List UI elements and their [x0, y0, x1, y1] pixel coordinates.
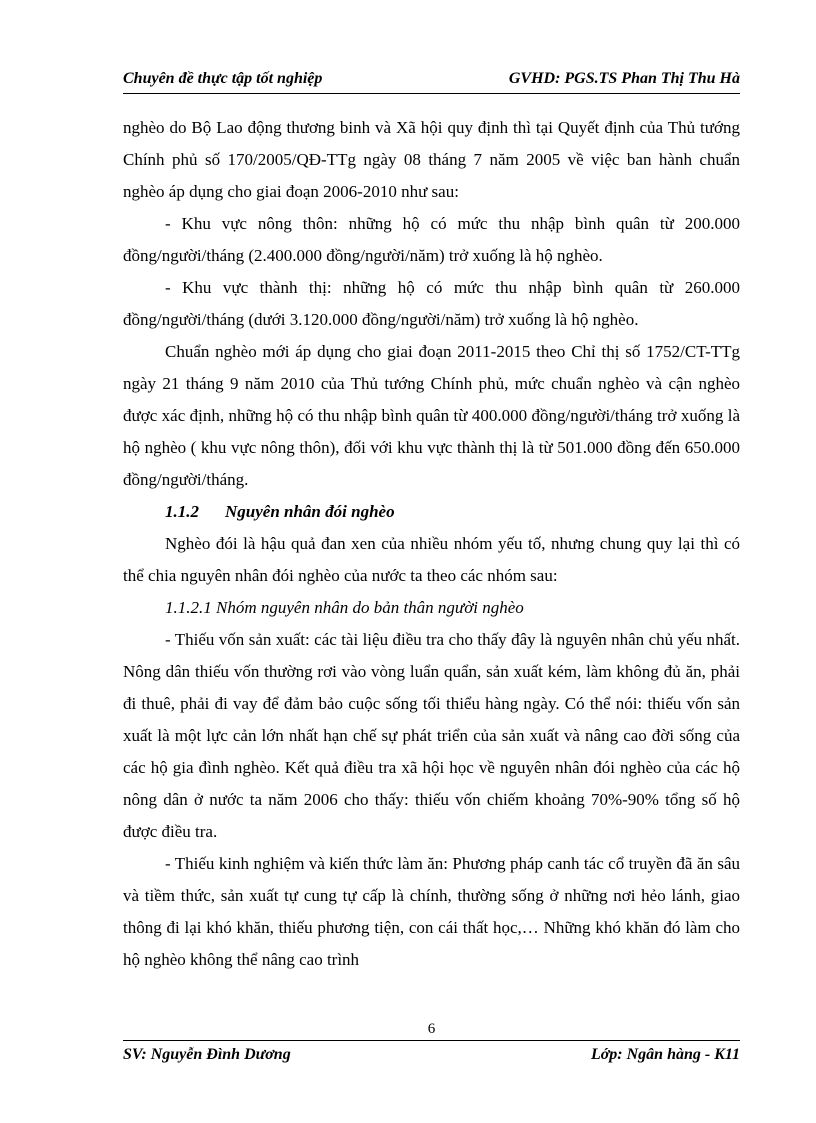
header-course-title: Chuyên đề thực tập tốt nghiệp — [123, 70, 323, 87]
footer-student-name: SV: Nguyễn Đình Dương — [123, 1046, 291, 1063]
page-header — [123, 70, 740, 94]
subsection-heading: 1.1.2.1 Nhóm nguyên nhân do bản thân người nghèo — [165, 598, 524, 617]
paragraph-rural-threshold: - Khu vực nông thôn: những hộ có mức thu nhập bình quân từ 200.000 đồng/người/tháng (2.400.000 đồng/người/năm) trở xuống là hộ nghèo. — [123, 214, 740, 265]
document-body — [123, 112, 740, 976]
paragraph-lack-of-experience: - Thiếu kinh nghiệm và kiến thức làm ăn: Phương pháp canh tác cổ truyền đã ăn sâu và tiềm thức, sản xuất tự cung tự cấp là chính, thường sống ở những nơi hẻo lánh, giao thông đi lại khó khăn, thiếu phương tiện, con cái thất học,… Những khó khăn đó làm cho hộ nghèo không thể nâng cao trình — [123, 854, 740, 969]
paragraph-continuation: nghèo do Bộ Lao động thương binh và Xã hội quy định thì tại Quyết định của Thủ tướng Chính phủ số 170/2005/QĐ-TTg ngày 08 tháng 7 năm 2005 về việc ban hành chuẩn nghèo áp dụng cho giai đoạn 2006-2010 như sau: — [123, 118, 740, 201]
footer-class-name: Lớp: Ngân hàng - K11 — [590, 1046, 740, 1063]
footer-rule-row — [123, 1040, 740, 1064]
section-heading-number: 1.1.2 — [165, 502, 199, 521]
paragraph-new-standard: Chuẩn nghèo mới áp dụng cho giai đoạn 2011-2015 theo Chỉ thị số 1752/CT-TTg ngày 21 tháng 9 năm 2010 của Thủ tướng Chính phủ, mức chuẩn nghèo và cận nghèo được xác định, những hộ có thu nhập bình quân từ 400.000 đồng/người/tháng trở xuống là hộ nghèo ( khu vực nông thôn), đối với khu vực thành thị là từ 501.000 đồng đến 650.000 đồng/người/tháng. — [123, 342, 740, 489]
header-supervisor: GVHD: PGS.TS Phan Thị Thu Hà — [508, 70, 740, 87]
section-heading — [123, 496, 740, 528]
section-heading-title: Nguyên nhân đói nghèo — [225, 502, 395, 521]
paragraph-urban-threshold: - Khu vực thành thị: những hộ có mức thu nhập bình quân từ 260.000 đồng/người/tháng (dưới 3.120.000 đồng/người/năm) trở xuống là hộ nghèo. — [123, 278, 740, 329]
paragraph-causes-intro: Nghèo đói là hậu quả đan xen của nhiều nhóm yếu tố, nhưng chung quy lại thì có thể chia nguyên nhân đói nghèo của nước ta theo các nhóm sau: — [123, 534, 740, 585]
page-footer — [123, 1018, 740, 1064]
page-number: 6 — [427, 1021, 436, 1037]
paragraph-lack-of-capital: - Thiếu vốn sản xuất: các tài liệu điều tra cho thấy đây là nguyên nhân chủ yếu nhất. Nông dân thiếu vốn thường rơi vào vòng luẩn quẩn, sản xuất kém, làm không đủ ăn, phải đi thuê, phải đi vay để đảm bảo cuộc sống tối thiểu hàng ngày. Có thể nói: thiếu vốn sản xuất là một lực cản lớn nhất hạn chế sự phát triển của sản xuất và nâng cao đời sống của các hộ gia đình nghèo. Kết quả điều tra xã hội học về nguyên nhân đói nghèo của các hộ nông dân ở nước ta năm 2006 cho thấy: thiếu vốn chiếm khoảng 70%-90% tổng số hộ được điều tra. — [123, 630, 740, 841]
